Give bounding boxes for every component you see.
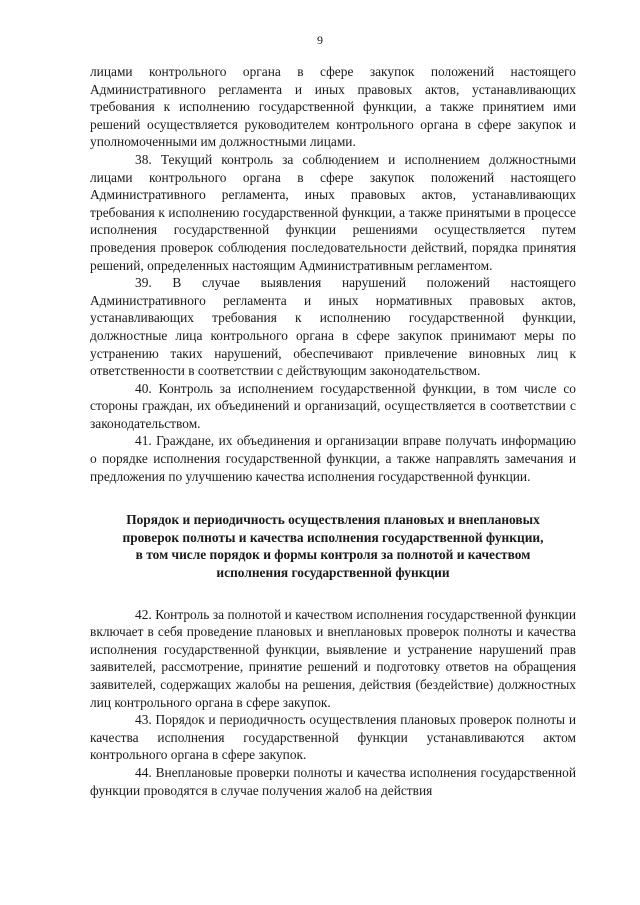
paragraph-continuation: лицами контрольного органа в сфере закупок положений настоящего Административного регламента и иных правовых актов, устанавливающих требования к исполнению государственной функции, а также принятием ими решений осуществляется руководителем контрольного органа в сфере закупок и уполномоченными им должностными лицами. xyxy=(90,64,576,150)
paragraph-40: 40. Контроль за исполнением государственной функции, в том числе со стороны граждан, их объединений и организаций, осуществляется в соответствии с законодательством. xyxy=(90,380,576,431)
paragraph-43: 43. Порядок и периодичность осуществления плановых проверок полноты и качества исполнения государственной функции устанавливаются актом контрольного органа в сфере закупок. xyxy=(90,712,576,763)
paragraph-44: 44. Внеплановые проверки полноты и качества исполнения государственной функции проводятся в случае получения жалоб на действия xyxy=(90,764,576,798)
paragraph-38: 38. Текущий контроль за соблюдением и исполнением должностными лицами контрольного органа в сфере закупок положений настоящего Административного регламента, иных правовых актов, устанавливающих требования к исполнению государственной функции, а также принятыми в процессе исполнения государственной функции решениями осуществляется путем проведения проверок соблюдения последовательности действий, порядка принятия решений, определенных настоящим Административным регламентом. xyxy=(90,151,576,273)
paragraph-42: 42. Контроль за полнотой и качеством исполнения государственной функции включает в себя проведение плановых и внеплановых проверок полноты и качества исполнения государственной функции, выявление и устранение нарушений прав заявителей, рассмотрение, принятие решений и подготовку ответов на обращения заявителей, содержащих жалобы на решения, действия (бездействие) должностных лиц контрольного органа в сфере закупок. xyxy=(90,606,576,710)
section-heading xyxy=(90,511,576,581)
paragraph-41: 41. Граждане, их объединения и организации вправе получать информацию о порядке исполнения государственной функции, а также направлять замечания и предложения по улучшению качества исполнения государственной функции. xyxy=(90,433,576,484)
page-content xyxy=(90,63,576,799)
heading-line: исполнения государственной функции xyxy=(216,565,450,581)
heading-line: Порядок и периодичность осуществления плановых и внеплановых xyxy=(126,512,540,528)
heading-line: проверок полноты и качества исполнения государственной функции, xyxy=(122,529,544,545)
heading-line: в том числе порядок и формы контроля за полнотой и качеством xyxy=(135,547,531,563)
page-number: 9 xyxy=(317,33,323,47)
paragraph-39: 39. В случае выявления нарушений положений настоящего Административного регламента и иных нормативных правовых актов, устанавливающих требования к исполнению государственной функции, должностные лица контрольного органа в сфере закупок принимают меры по устранению таких нарушений, обеспечивают привлечение виновных лиц к ответственности в соответствии с действующим законодательством. xyxy=(90,275,576,379)
